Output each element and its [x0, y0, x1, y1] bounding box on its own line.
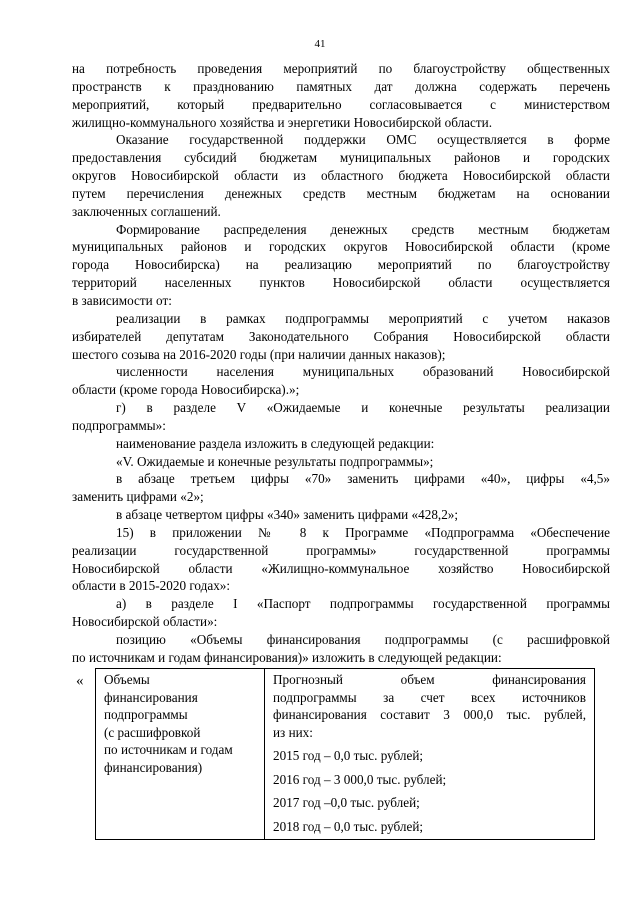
paragraph-line: жилищно-коммунального хозяйства и энергетики Новосибирской области.: [72, 114, 493, 130]
funding-text-line: подпрограммы за счет всех источников: [273, 689, 586, 705]
paragraph: [72, 595, 610, 631]
table-label-line: финансирования): [104, 759, 203, 775]
paragraph: [72, 60, 610, 131]
paragraph-line: предоставления субсидий бюджетам муниципальных районов и городских: [72, 150, 610, 166]
paragraph-line: Новосибирской области»:: [72, 614, 218, 630]
funding-year-line: 2017 год –0,0 тыс. рублей;: [273, 795, 420, 810]
paragraph-line: Формирование распределения денежных средств местным бюджетам: [116, 221, 610, 237]
paragraph-line: подпрограммы»:: [72, 417, 166, 433]
paragraph-line: шестого созыва на 2016-2020 годы (при наличии данных наказов);: [72, 346, 446, 362]
funding-year-line: 2015 год – 0,0 тыс. рублей;: [273, 748, 424, 763]
paragraph-line: области (кроме города Новосибирска).»;: [72, 382, 300, 398]
paragraph-line: на потребность проведения мероприятий по благоустройству общественных: [72, 61, 610, 76]
paragraph-line: области в 2015-2020 годах»:: [72, 578, 231, 594]
paragraph-line: Новосибирской области «Жилищно-коммунальное хозяйство Новосибирской: [72, 560, 610, 576]
paragraph-line: реализации государственной программы» государственной программы: [72, 542, 610, 558]
paragraph: [72, 221, 610, 310]
funding-text-line: финансирования составит 3 000,0 тыс. рублей,: [273, 707, 586, 722]
paragraph-line: заменить цифрами «2»;: [72, 489, 204, 505]
paragraph-line: пространств к празднованию памятных дат должна содержать перечень: [72, 78, 610, 94]
paragraph: [72, 363, 610, 399]
paragraph-line: по источникам и годам финансирования)» изложить в следующей редакции:: [72, 649, 502, 665]
table-label-line: финансирования: [104, 689, 198, 705]
table-cell-value: [265, 669, 595, 840]
funding-year-line: 2016 год – 3 000,0 тыс. рублей;: [273, 771, 447, 787]
paragraph-line: реализации в рамках подпрограммы мероприятий с учетом наказов: [116, 310, 610, 326]
paragraph: [72, 506, 610, 524]
table-label-line: по источникам и годам: [104, 742, 233, 757]
page-number: 41: [314, 38, 326, 50]
paragraph-line: численности населения муниципальных образований Новосибирской: [116, 364, 610, 380]
paragraph-line: в абзаце третьем цифры «70» заменить цифрами «40», цифры «4,5»: [116, 471, 610, 487]
document-body: [72, 60, 610, 667]
paragraph-line: 15) в приложении № 8 к Программе «Подпрограмма «Обеспечение: [116, 524, 610, 540]
funding-year-line: 2018 год – 0,0 тыс. рублей;: [273, 818, 424, 834]
paragraph-line: в зависимости от:: [72, 292, 172, 308]
paragraph: [72, 399, 610, 435]
paragraph-line: мероприятий, который предварительно согласовывается с министерством: [72, 96, 610, 112]
funding-table: [95, 668, 595, 840]
paragraph-line: заключенных соглашений.: [72, 203, 221, 219]
table-row: [96, 669, 595, 840]
table-cell-label: [96, 669, 265, 840]
paragraph: [72, 524, 610, 595]
table-label-line: Объемы: [104, 672, 150, 687]
paragraph-line: избирателей депутатам Законодательного Собрания Новосибирской области: [72, 328, 610, 344]
paragraph: [72, 631, 610, 667]
funding-text-line: Прогнозный объем финансирования: [273, 672, 586, 687]
table-label-line: (с расшифровкой: [104, 724, 201, 740]
paragraph-line: а) в разделе I «Паспорт подпрограммы государственной программы: [116, 596, 610, 612]
paragraph: [72, 453, 610, 471]
paragraph-line: наименование раздела изложить в следующей редакции:: [116, 435, 435, 451]
paragraph-line: путем перечисления денежных средств местным бюджетам на основании: [72, 185, 610, 201]
funding-text-line: из них:: [273, 724, 313, 740]
paragraph-line: «V. Ожидаемые и конечные результаты подпрограммы»;: [116, 453, 434, 469]
paragraph: [72, 435, 610, 453]
paragraph: [72, 310, 610, 364]
table-label-line: подпрограммы: [104, 707, 188, 722]
paragraph-line: Оказание государственной поддержки ОМС осуществляется в форме: [116, 132, 610, 148]
opening-quote-mark: «: [76, 673, 84, 689]
paragraph-line: позицию «Объемы финансирования подпрограммы (с расшифровкой: [116, 632, 610, 647]
paragraph-line: муниципальных районов и городских округов Новосибирской области (кроме: [72, 239, 610, 255]
paragraph-line: города Новосибирска) на реализацию мероприятий по благоустройству: [72, 257, 610, 273]
paragraph: [72, 470, 610, 506]
paragraph-line: в абзаце четвертом цифры «340» заменить цифрами «428,2»;: [116, 507, 459, 523]
paragraph-line: округов Новосибирской области из областного бюджета Новосибирской области: [72, 168, 610, 184]
paragraph: [72, 131, 610, 220]
paragraph-line: г) в разделе V «Ожидаемые и конечные результаты реализации: [116, 400, 610, 416]
paragraph-line: территорий населенных пунктов Новосибирской области осуществляется: [72, 275, 610, 291]
